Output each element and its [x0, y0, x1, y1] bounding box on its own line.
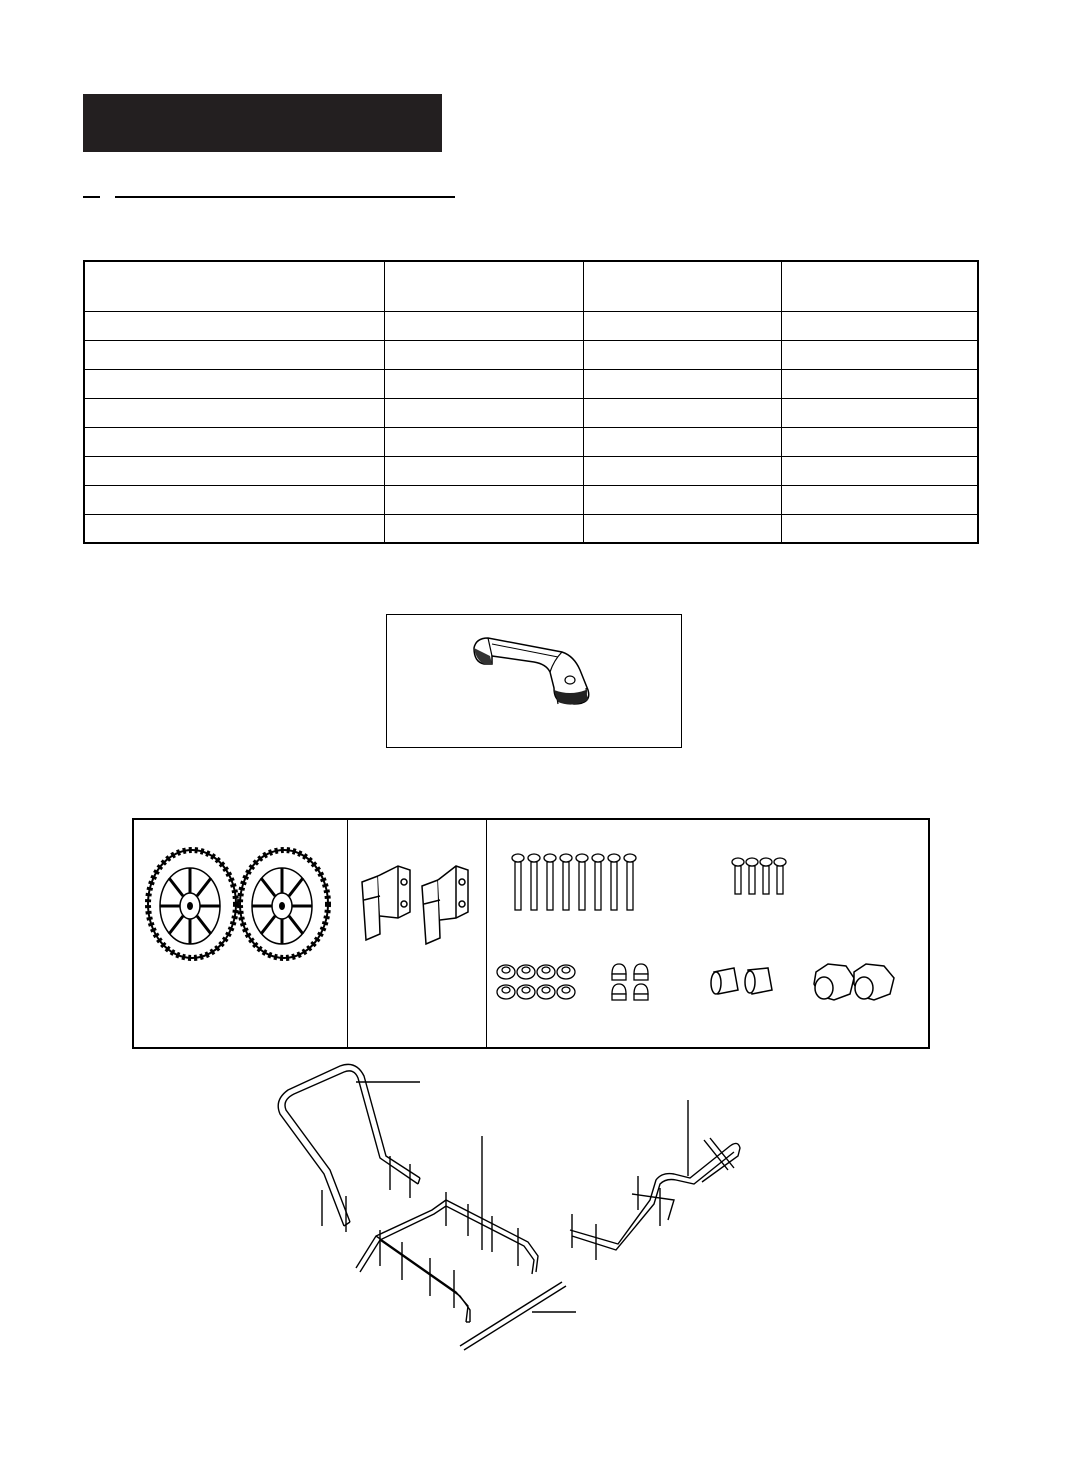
- table-cell: [84, 398, 384, 427]
- table-cell: [781, 340, 978, 369]
- table-cell: [583, 340, 781, 369]
- column-header: [84, 261, 384, 311]
- wheel-icon: [146, 848, 332, 960]
- table-row: [84, 369, 978, 398]
- table-cell: [781, 485, 978, 514]
- column-header: [384, 261, 583, 311]
- flange-nut-icon: [497, 962, 577, 1002]
- table-cell: [384, 456, 583, 485]
- table-cell: [384, 514, 583, 543]
- column-header: [583, 261, 781, 311]
- table-cell: [84, 369, 384, 398]
- handle-icon: [470, 630, 600, 710]
- table-cell: [384, 427, 583, 456]
- table-cell: [384, 485, 583, 514]
- table-cell: [84, 311, 384, 340]
- table-cell: [84, 485, 384, 514]
- table-cell: [583, 369, 781, 398]
- table-cell: [84, 456, 384, 485]
- table-cell: [84, 514, 384, 543]
- table-cell: [583, 456, 781, 485]
- table-cell: [84, 340, 384, 369]
- table-cell: [384, 311, 583, 340]
- axle-cap-icon: [812, 960, 898, 1002]
- table-cell: [781, 398, 978, 427]
- spacer-icon: [708, 964, 780, 1000]
- table-cell: [781, 456, 978, 485]
- table-row: [84, 456, 978, 485]
- parts-table: [83, 260, 979, 544]
- cap-nut-icon: [610, 962, 650, 1002]
- table-row: [84, 398, 978, 427]
- table-cell: [781, 514, 978, 543]
- wheel-kit-frame-icon: [270, 1060, 770, 1360]
- table-cell: [781, 311, 978, 340]
- table-row: [84, 427, 978, 456]
- table-row: [84, 340, 978, 369]
- table-cell: [384, 369, 583, 398]
- table-row: [84, 514, 978, 543]
- table-cell: [583, 311, 781, 340]
- table-cell: [781, 369, 978, 398]
- table-cell: [583, 485, 781, 514]
- table-row: [84, 311, 978, 340]
- table-cell: [384, 340, 583, 369]
- table-header-row: [84, 261, 978, 311]
- table-cell: [384, 398, 583, 427]
- long-bolt-icon: [512, 852, 638, 912]
- table-cell: [583, 514, 781, 543]
- table-cell: [781, 427, 978, 456]
- section-number-underline: [83, 196, 100, 198]
- section-heading-underline: [115, 196, 455, 198]
- table-cell: [583, 398, 781, 427]
- support-foot-icon: [358, 860, 478, 944]
- kit-divider: [347, 818, 348, 1049]
- table-cell: [84, 427, 384, 456]
- table-cell: [583, 427, 781, 456]
- table-row: [84, 485, 978, 514]
- short-bolt-icon: [732, 856, 788, 896]
- column-header: [781, 261, 978, 311]
- kit-divider: [486, 818, 487, 1049]
- section-title-bar: [83, 94, 442, 152]
